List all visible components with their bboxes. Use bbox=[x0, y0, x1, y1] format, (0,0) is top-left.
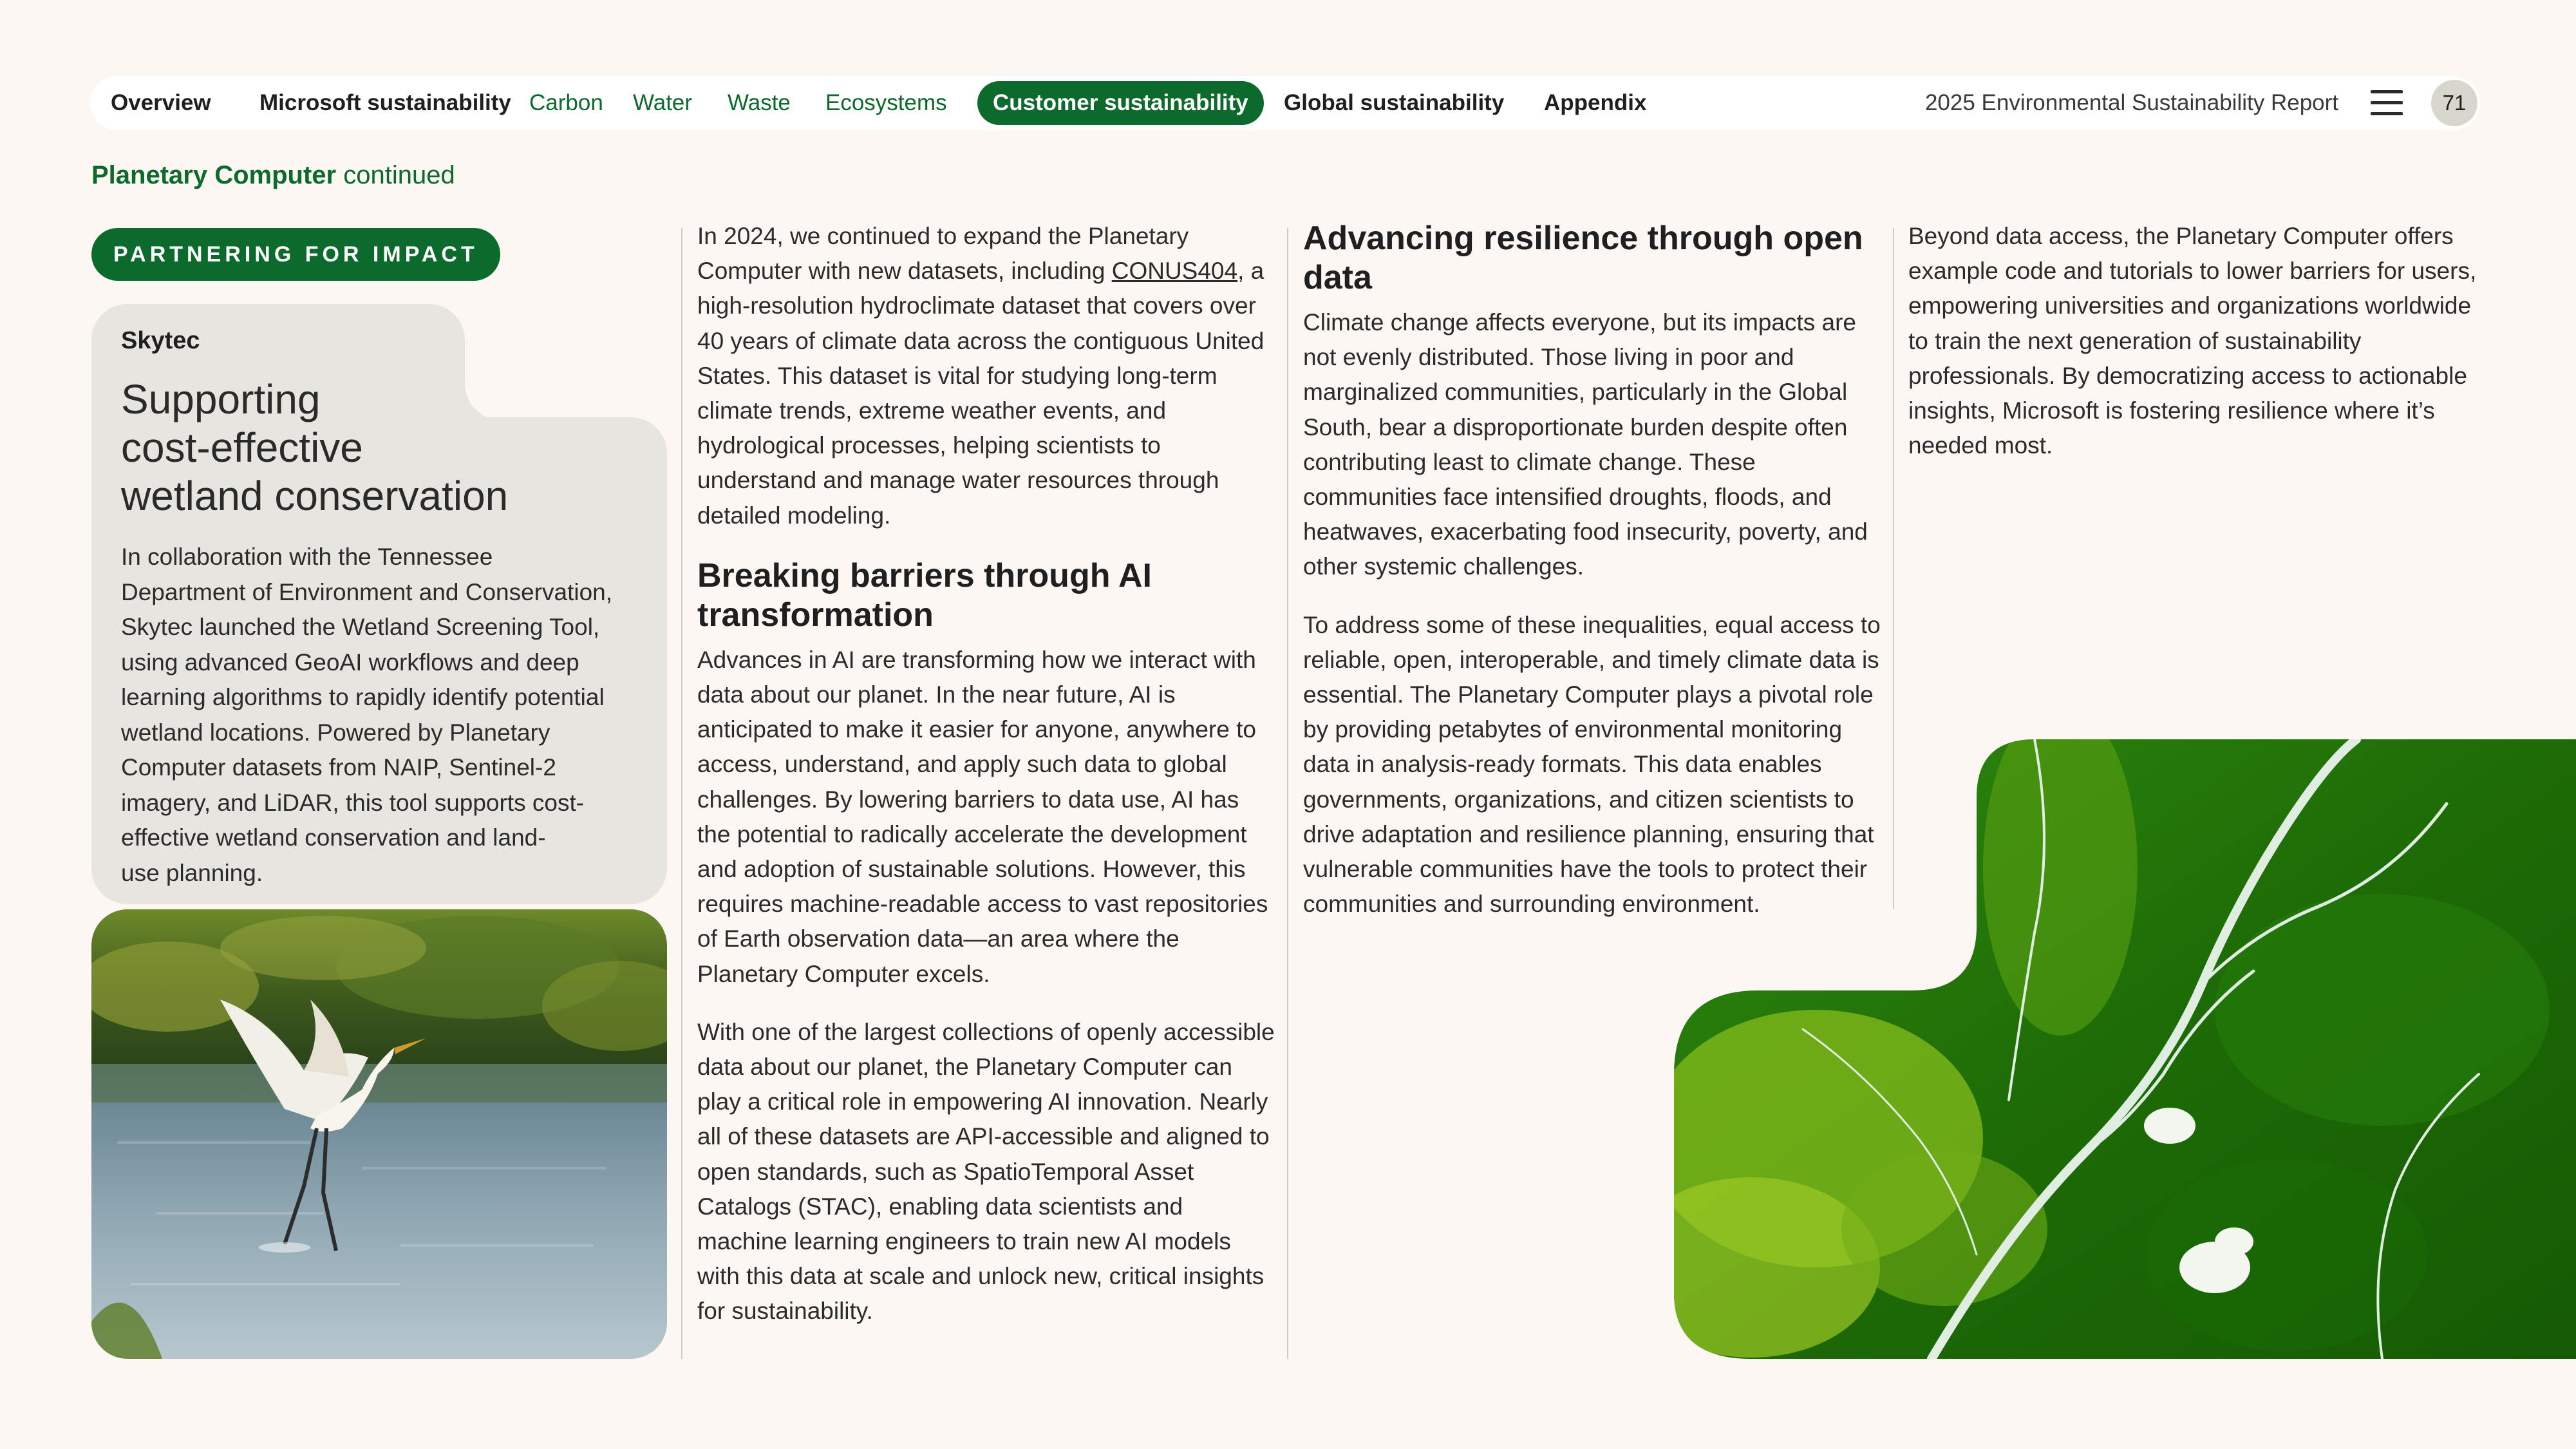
nav-overview[interactable]: Overview bbox=[111, 90, 211, 115]
text-column-4 bbox=[1908, 219, 2488, 486]
card-text-line: wetland locations. Powered by Planetary bbox=[121, 719, 550, 746]
partner-card-content bbox=[121, 327, 649, 891]
card-title-line: wetland conservation bbox=[121, 473, 509, 519]
card-text-line: In collaboration with the Tennessee bbox=[121, 544, 493, 570]
heading-breaking-barriers: Breaking barriers through AI transformation bbox=[697, 556, 1152, 634]
nav-appendix[interactable]: Appendix bbox=[1544, 90, 1647, 115]
text-span: , a high-resolution hydroclimate dataset that covers over 40 years of climate data across the contiguous United States. This dataset is vital for studying long-term climate trends, extreme weather events, and hydrological processes, helping scientists to understand and manage water resources through detailed modeling. bbox=[697, 258, 1264, 529]
partner-company-name: Skytec bbox=[121, 327, 200, 354]
egret-photo bbox=[91, 909, 667, 1359]
card-title-line: cost-effective bbox=[121, 424, 363, 471]
section-name: Planetary Computer bbox=[91, 161, 337, 189]
page-number-badge: 71 bbox=[2431, 80, 2477, 126]
partner-card-title bbox=[121, 375, 649, 520]
card-text-line: using advanced GeoAI workflows and deep bbox=[121, 649, 579, 676]
section-suffix: continued bbox=[343, 161, 455, 189]
column-divider bbox=[681, 228, 682, 1359]
card-text-line: Skytec launched the Wetland Screening Tool, bbox=[121, 614, 600, 640]
nav-carbon[interactable]: Carbon bbox=[529, 90, 603, 115]
aerial-satellite-image bbox=[1674, 739, 2576, 1359]
top-navigation-bar bbox=[90, 76, 2480, 130]
conus404-link[interactable]: CONUS404 bbox=[1111, 258, 1238, 285]
hamburger-menu-icon[interactable] bbox=[2371, 90, 2403, 116]
partnering-for-impact-badge: PARTNERING FOR IMPACT bbox=[91, 228, 500, 281]
card-title-line: Supporting bbox=[121, 376, 321, 422]
paragraph-largest-collections: With one of the largest collections of openly accessible data about our planet, the Planetary Computer can play a critical role in empowering AI innovation. Nearly all of these datasets are API-accessible and aligned to open standards, such as SpatioTemporal Asset Catalogs (STAC), enabling data scientists and machine learning engineers to train new AI models with this data at scale and unlock new, critical insights for sustainability. bbox=[697, 1018, 1275, 1325]
section-label bbox=[91, 161, 455, 190]
card-text-line: effective wetland conservation and land- bbox=[121, 824, 546, 851]
paragraph-climate-change: Climate change affects everyone, but its impacts are not evenly distributed. Those living in poor and marginalized communities, particularly in the Global South, bear a disproportionate burden despite often contributing least to climate change. These communities face intensified droughts, floods, and heatwaves, exacerbating food insecurity, poverty, and other systemic challenges. bbox=[1303, 309, 1868, 580]
paragraph-datasets bbox=[697, 219, 1277, 533]
nav-ecosystems[interactable]: Ecosystems bbox=[825, 90, 947, 115]
nav-customer-sustainability[interactable]: Customer sustainability bbox=[977, 81, 1264, 125]
card-text-line: learning algorithms to rapidly identify potential bbox=[121, 684, 605, 710]
card-text-line: imagery, and LiDAR, this tool supports cost- bbox=[121, 789, 585, 816]
paragraph-ai-advances: Advances in AI are transforming how we interact with data about our planet. In the near future, AI is anticipated to make it easier for anyone, anywhere to access, understand, and apply such data to global challenges. By lowering barriers to data use, AI has the potential to radically accelerate the development and adoption of sustainable solutions. However, this requires machine-readable access to vast repositories of Earth observation data—an area where the Planetary Computer excels. bbox=[697, 646, 1268, 987]
partner-card-text bbox=[121, 540, 649, 891]
nav-waste[interactable]: Waste bbox=[728, 90, 791, 115]
heading-advancing-resilience: Advancing resilience through open data bbox=[1303, 220, 1863, 296]
card-text-line: use planning. bbox=[121, 859, 263, 886]
text-column-2 bbox=[697, 219, 1277, 1352]
card-text-line: Computer datasets from NAIP, Sentinel-2 bbox=[121, 754, 556, 781]
nav-microsoft-sustainability[interactable]: Microsoft sustainability bbox=[259, 90, 511, 115]
nav-global-sustainability[interactable]: Global sustainability bbox=[1284, 90, 1505, 115]
paragraph-beyond-data-access: Beyond data access, the Planetary Computer offers example code and tutorials to lower barriers for users, empowering universities and organizations worldwide to train the next generation of sustainability professionals. By democratizing access to actionable insights, Microsoft is fostering resilience where it’s needed most. bbox=[1908, 223, 2477, 459]
card-text-line: Department of Environment and Conservation, bbox=[121, 578, 613, 605]
text-span: In 2024, we continued to expand the Planetary Computer with new datasets, including bbox=[697, 223, 1189, 285]
paragraph-equal-access: To address some of these inequalities, equal access to reliable, open, interoperable, and timely climate data is essential. The Planetary Computer plays a pivotal role by providing petabytes of environmental monitoring data in analysis-ready formats. This data enables governments, organizations, and citizen scientists to drive adaptation and resilience planning, ensuring that vulnerable communities have the tools to protect their communities and surrounding environment. bbox=[1303, 611, 1881, 918]
report-title: 2025 Environmental Sustainability Report bbox=[1924, 90, 2338, 115]
nav-water[interactable]: Water bbox=[633, 90, 693, 115]
column-divider bbox=[1287, 228, 1288, 1359]
